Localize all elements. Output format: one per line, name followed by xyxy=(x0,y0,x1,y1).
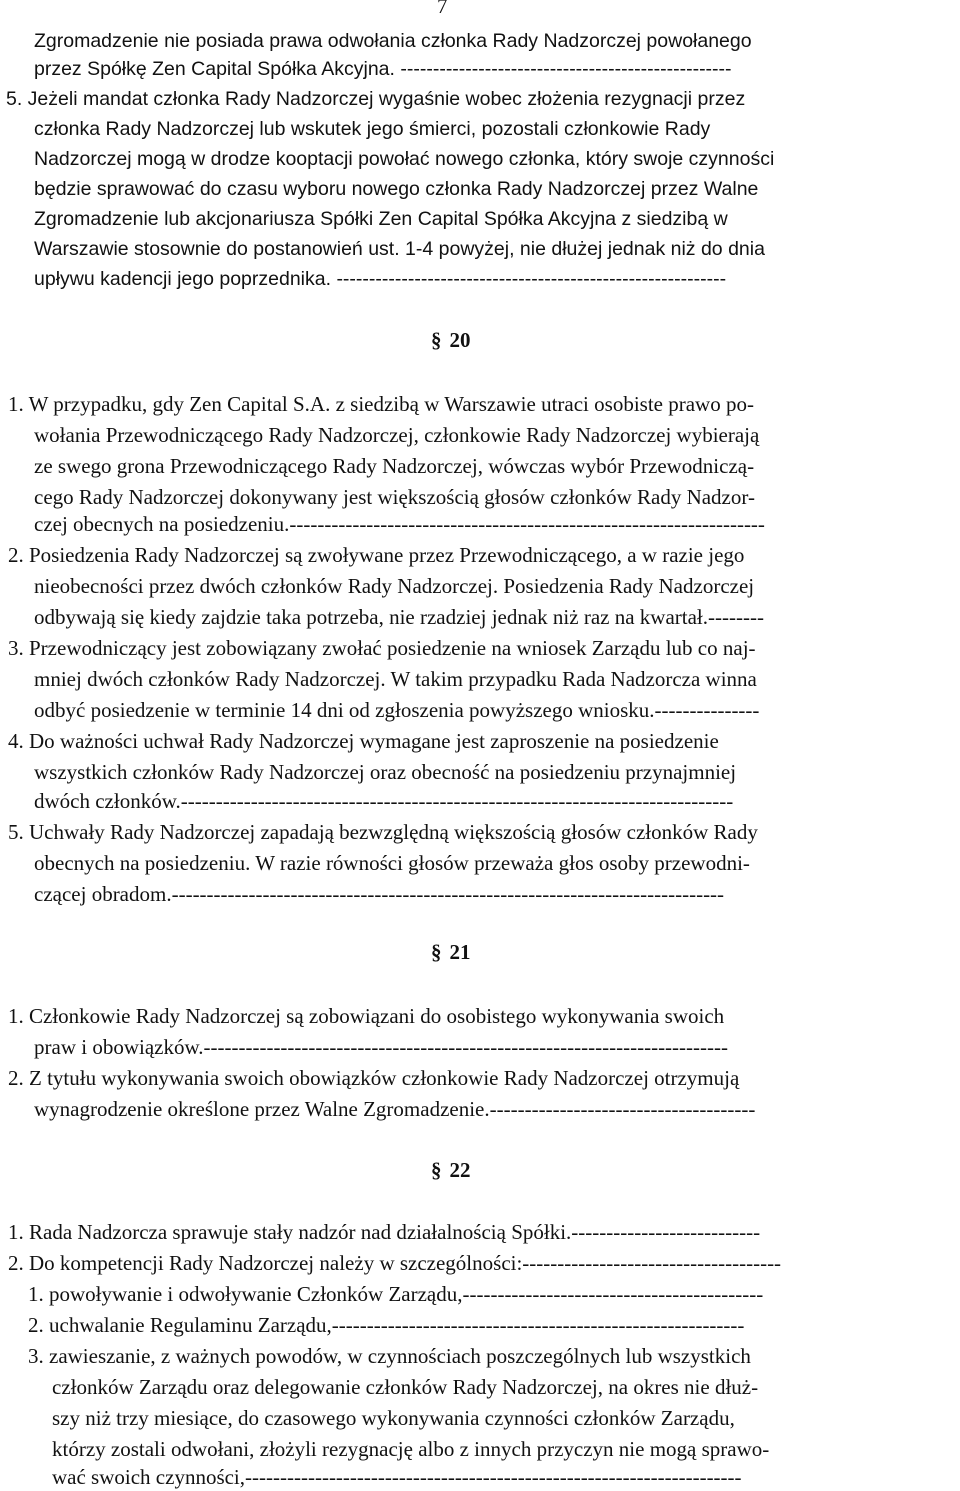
text-line: 1. Członkowie Rady Nadzorczej są zobowiązani do osobistego wykonywania swoich xyxy=(8,1004,725,1028)
text-line: czej obecnych na posiedzeniu.-------------------------------------------------------------------- xyxy=(34,512,765,536)
text-line: czącej obradom.------------------------------------------------------------------------------- xyxy=(34,882,725,906)
text-line: będzie sprawować do czasu wyboru nowego członka Rady Nadzorczej przez Walne xyxy=(34,178,759,200)
text-line: 4. Do ważności uchwał Rady Nadzorczej wymagane jest zaproszenie na posiedzenie xyxy=(8,729,719,753)
section-heading-20 xyxy=(431,328,471,353)
text-line: wać swoich czynności,----------------------------------------------------------------------- xyxy=(52,1465,742,1489)
section-heading-22 xyxy=(431,1158,471,1183)
section-symbol: § xyxy=(431,1158,442,1182)
section-number: 20 xyxy=(449,328,471,352)
page-number: 7 xyxy=(437,0,448,18)
section-symbol: § xyxy=(431,328,442,352)
text-line: przez Spółkę Zen Capital Spółka Akcyjna. --------------------------------------------------- xyxy=(34,58,732,80)
section-number: 22 xyxy=(449,1158,471,1182)
text-line: 2. Posiedzenia Rady Nadzorczej są zwoływane przez Przewodniczącego, a w razie jego xyxy=(8,543,745,567)
text-line: wszystkich członków Rady Nadzorczej oraz obecność na posiedzeniu przynajmniej xyxy=(34,760,737,784)
text-line: Warszawie stosownie do postanowień ust. 1-4 powyżej, nie dłużej jednak niż do dnia xyxy=(34,238,765,260)
text-line: wołania Przewodniczącego Rady Nadzorczej, członkowie Rady Nadzorczej wybierają xyxy=(34,423,760,447)
text-line: mniej dwóch członków Rady Nadzorczej. W takim przypadku Rada Nadzorcza winna xyxy=(34,667,757,691)
text-line: 1. powoływanie i odwoływanie Członków Zarządu,------------------------------------------- xyxy=(28,1282,764,1306)
text-line: cego Rady Nadzorczej dokonywany jest większością głosów członków Rady Nadzor- xyxy=(34,485,755,509)
section-symbol: § xyxy=(431,940,442,964)
text-line: nieobecności przez dwóch członków Rady Nadzorczej. Posiedzenia Rady Nadzorczej xyxy=(34,574,755,598)
text-line: wynagrodzenie określone przez Walne Zgromadzenie.-------------------------------------- xyxy=(34,1097,756,1121)
text-line: obecnych na posiedzeniu. W razie równości głosów przeważa głos osoby przewodni- xyxy=(34,851,750,875)
text-line: 2. uchwalanie Regulaminu Zarządu,----------------------------------------------------------- xyxy=(28,1313,745,1337)
text-line: dwóch członków.------------------------------------------------------------------------------- xyxy=(34,789,734,813)
section-number: 21 xyxy=(449,940,471,964)
text-line: praw i obowiązków.--------------------------------------------------------------------------- xyxy=(34,1035,728,1059)
text-line: ze swego grona Przewodniczącego Rady Nadzorczej, wówczas wybór Przewodniczą- xyxy=(34,454,755,478)
text-line: 1. W przypadku, gdy Zen Capital S.A. z siedzibą w Warszawie utraci osobiste prawo po- xyxy=(8,392,754,416)
text-line: Zgromadzenie lub akcjonariusza Spółki Zen Capital Spółka Akcyjna z siedzibą w xyxy=(34,208,728,230)
text-line: odbyć posiedzenie w terminie 14 dni od zgłoszenia powyższego wniosku.--------------- xyxy=(34,698,760,722)
text-line: którzy zostali odwołani, złożyli rezygnację albo z innych przyczyn nie mogą sprawo- xyxy=(52,1437,770,1461)
text-line: 5. Uchwały Rady Nadzorczej zapadają bezwzględną większością głosów członków Rady xyxy=(8,820,758,844)
text-line: 1. Rada Nadzorcza sprawuje stały nadzór nad działalnością Spółki.--------------------------- xyxy=(8,1220,761,1244)
text-line: członków Zarządu oraz delegowanie członków Rady Nadzorczej, na okres nie dłuż- xyxy=(52,1375,759,1399)
section-heading-21 xyxy=(431,940,471,965)
text-line: Zgromadzenie nie posiada prawa odwołania członka Rady Nadzorczej powołanego xyxy=(34,30,752,52)
text-line: odbywają się kiedy zajdzie taka potrzeba, nie rzadziej jednak niż raz na kwartał.-------- xyxy=(34,605,764,629)
text-line: 2. Do kompetencji Rady Nadzorczej należy w szczególności:------------------------------------- xyxy=(8,1251,782,1275)
text-line: Nadzorczej mogą w drodze kooptacji powołać nowego członka, który swoje czynności xyxy=(34,148,775,170)
text-line: członka Rady Nadzorczej lub wskutek jego śmierci, pozostali członkowie Rady xyxy=(34,118,711,140)
text-line: 2. Z tytułu wykonywania swoich obowiązków członkowie Rady Nadzorczej otrzymują xyxy=(8,1066,740,1090)
text-line: upływu kadencji jego poprzednika. ------------------------------------------------------------ xyxy=(34,268,727,290)
text-line: 3. zawieszanie, z ważnych powodów, w czynnościach poszczególnych lub wszystkich xyxy=(28,1344,751,1368)
text-line: szy niż trzy miesiące, do czasowego wykonywania czynności członków Zarządu, xyxy=(52,1406,735,1430)
text-line: 3. Przewodniczący jest zobowiązany zwołać posiedzenie na wniosek Zarządu lub co naj- xyxy=(8,636,756,660)
text-line: 5. Jeżeli mandat członka Rady Nadzorczej wygaśnie wobec złożenia rezygnacji przez xyxy=(6,88,746,110)
